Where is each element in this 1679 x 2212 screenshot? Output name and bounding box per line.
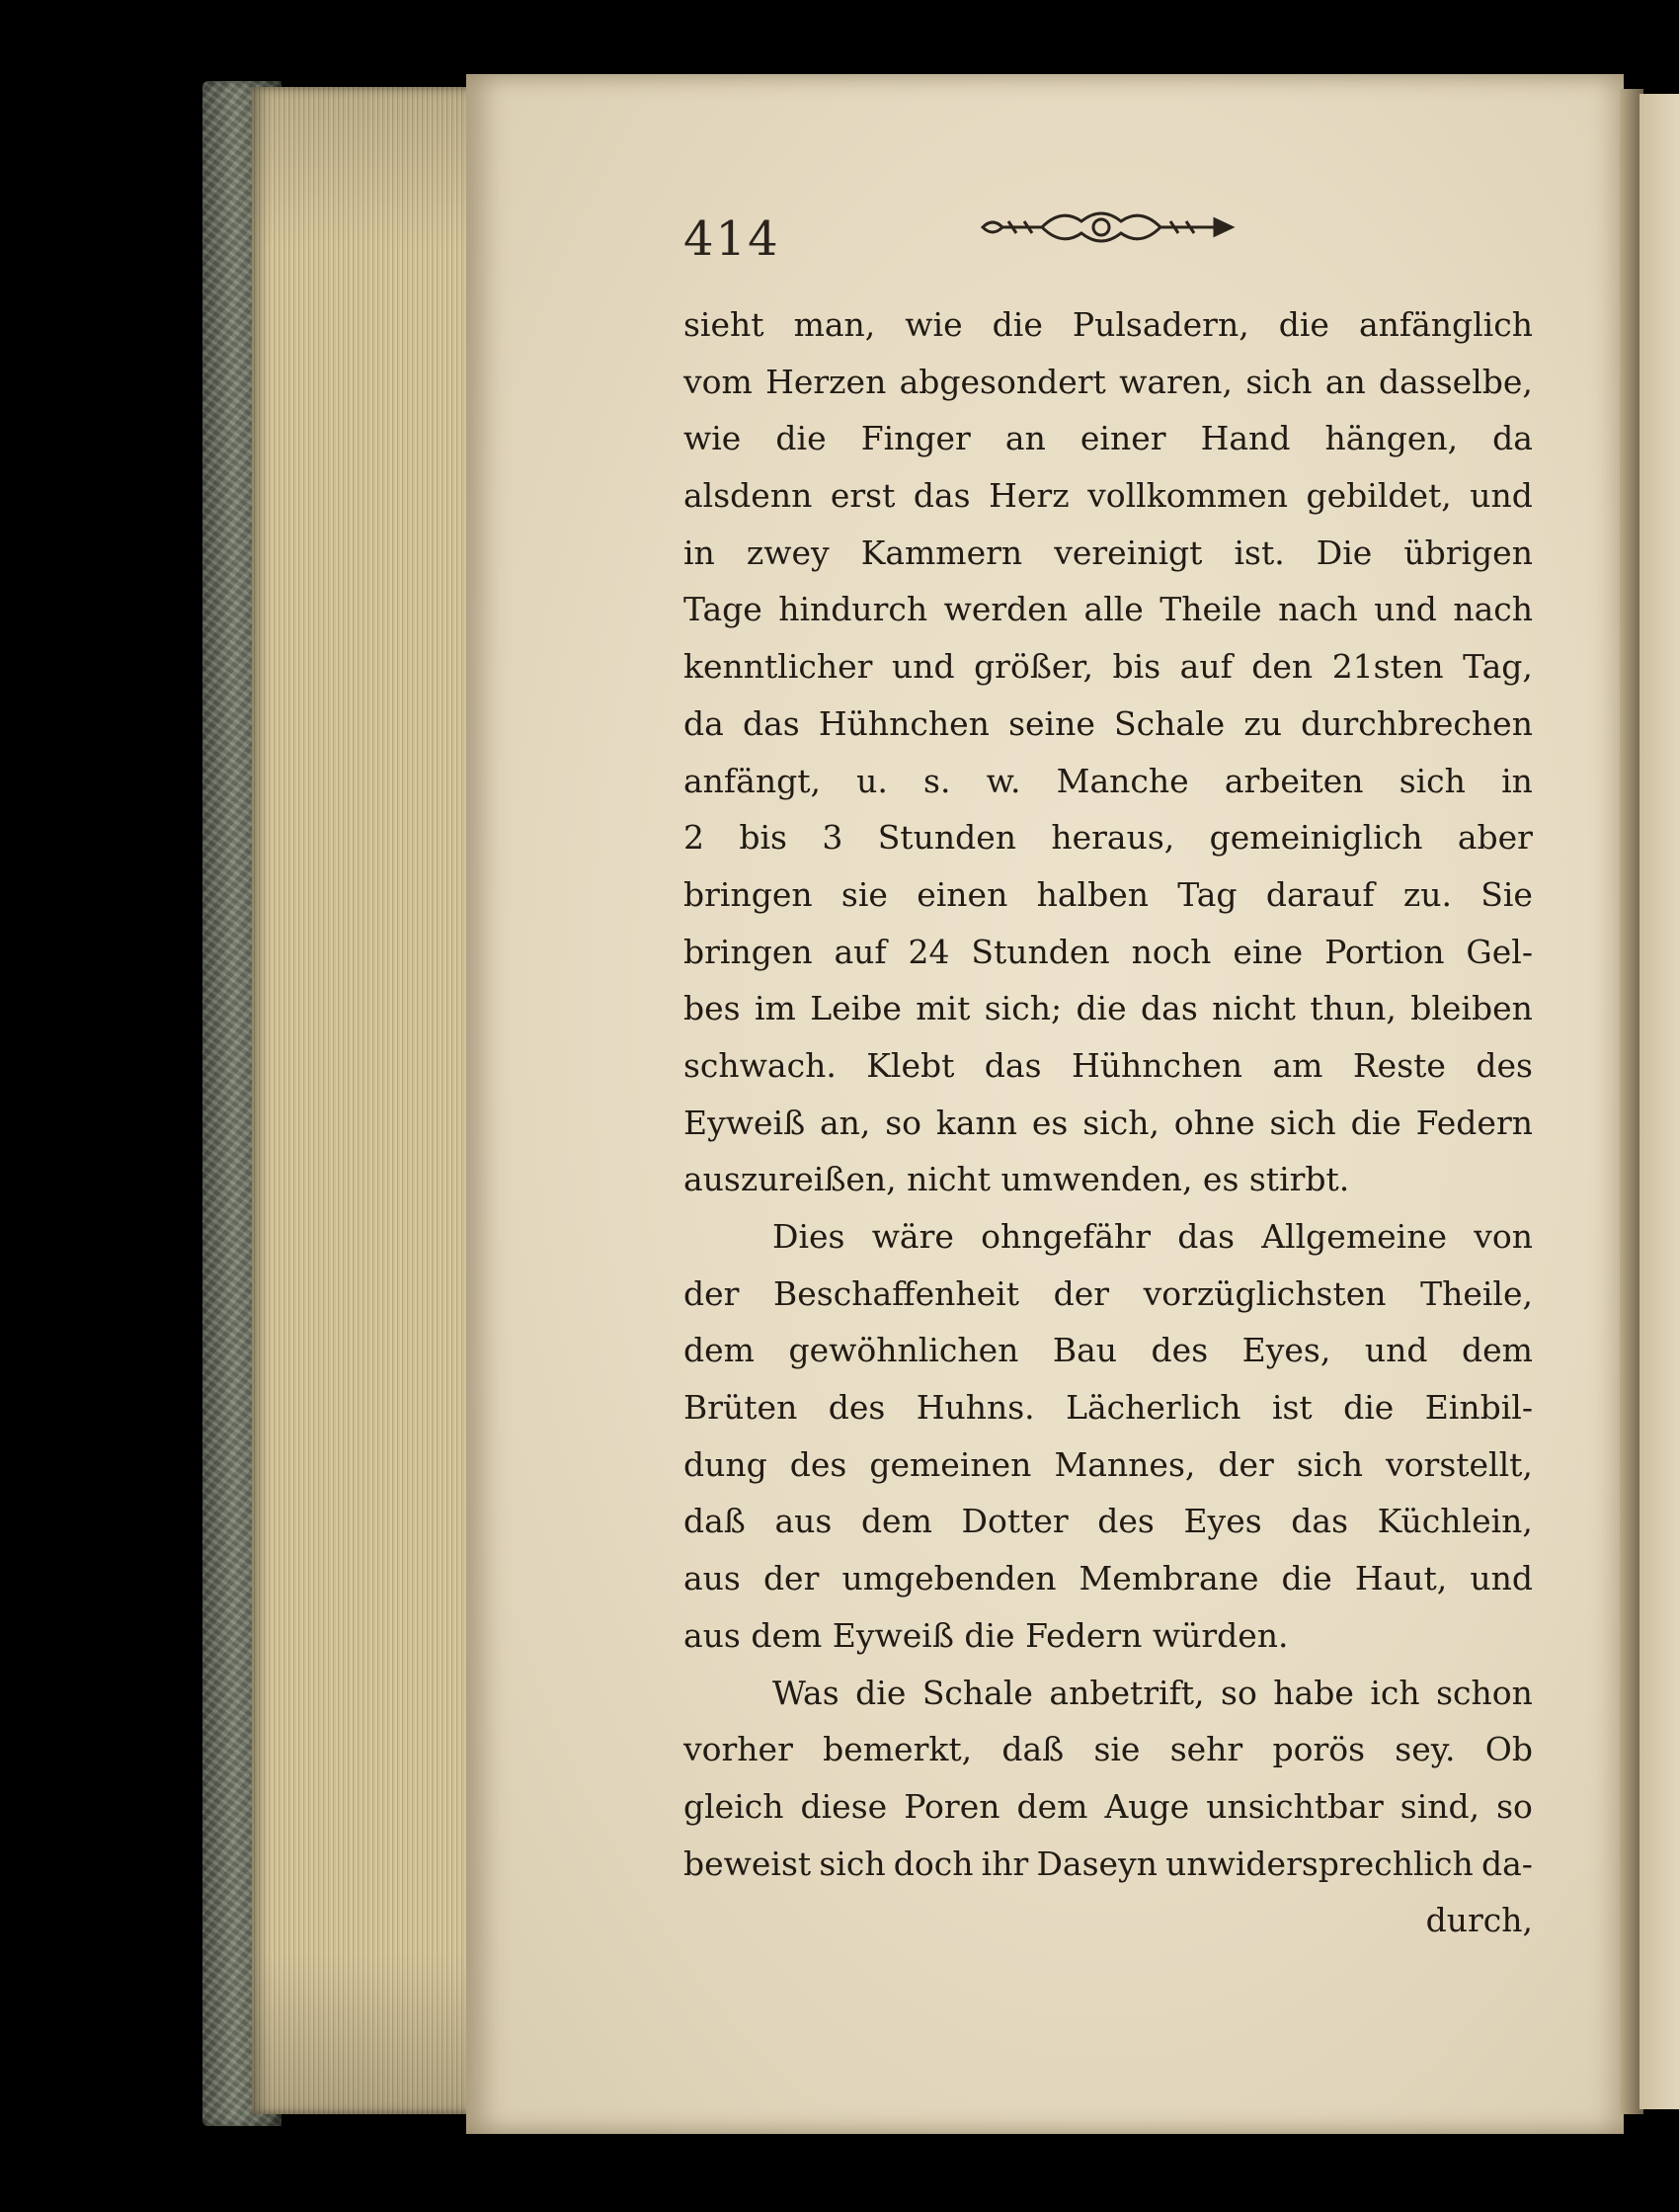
word: Manche bbox=[1056, 761, 1189, 800]
word: aus bbox=[774, 1502, 833, 1541]
text-line bbox=[683, 1208, 1533, 1266]
word: der bbox=[1053, 1273, 1110, 1313]
word: seine bbox=[1008, 703, 1095, 743]
word: dasselbe, bbox=[1379, 362, 1533, 401]
word: alsdenn bbox=[683, 476, 813, 516]
text-line bbox=[683, 1095, 1533, 1152]
word: sich bbox=[1296, 1444, 1364, 1484]
word: eine bbox=[1233, 932, 1304, 971]
word: die bbox=[1076, 989, 1127, 1028]
page-number: 414 bbox=[683, 211, 780, 267]
word: arbeiten bbox=[1224, 761, 1364, 800]
word: die bbox=[1350, 1103, 1401, 1142]
word: zu. bbox=[1402, 874, 1452, 914]
word: sich bbox=[819, 1843, 886, 1883]
text-line bbox=[683, 1550, 1533, 1607]
word: 24 bbox=[908, 932, 950, 971]
word: doch bbox=[893, 1843, 974, 1883]
word: nicht bbox=[1212, 989, 1296, 1028]
word: sich bbox=[1269, 1103, 1336, 1142]
word: Portion bbox=[1324, 932, 1445, 971]
word: Was bbox=[772, 1673, 840, 1712]
word: zwey bbox=[746, 533, 830, 572]
word: Klebt bbox=[866, 1045, 955, 1085]
word: das bbox=[1177, 1217, 1236, 1256]
word: Dotter bbox=[961, 1502, 1069, 1541]
word: und bbox=[1374, 590, 1437, 629]
word: Lächerlich bbox=[1066, 1388, 1241, 1428]
word: an bbox=[1004, 419, 1046, 458]
word: gebildet, bbox=[1306, 476, 1452, 516]
word: die bbox=[1343, 1388, 1395, 1428]
text-line bbox=[683, 1322, 1533, 1379]
word: Daseyn bbox=[1036, 1843, 1158, 1883]
word: und bbox=[1470, 476, 1533, 516]
text-line bbox=[683, 696, 1533, 753]
word: die bbox=[992, 305, 1043, 344]
word: bringen bbox=[683, 874, 813, 914]
word: da- bbox=[1480, 1843, 1533, 1883]
text-line bbox=[683, 753, 1533, 810]
word: wie bbox=[683, 419, 742, 458]
word: so bbox=[1221, 1673, 1257, 1712]
catchword: durch, bbox=[1425, 1901, 1533, 1940]
word: einer bbox=[1079, 419, 1166, 458]
word: noch bbox=[1131, 932, 1212, 971]
word: Mannes, bbox=[1054, 1444, 1196, 1484]
word: Finger bbox=[860, 419, 971, 458]
word: durchbrechen bbox=[1301, 703, 1533, 743]
word: des bbox=[1097, 1502, 1155, 1541]
word: Poren bbox=[904, 1786, 1000, 1826]
text-line bbox=[683, 924, 1533, 981]
word: sich, bbox=[1082, 1103, 1159, 1142]
word: Herzen bbox=[765, 362, 887, 401]
word: schon bbox=[1436, 1673, 1533, 1712]
word: beweist bbox=[683, 1843, 812, 1883]
word: Federn bbox=[1415, 1103, 1533, 1142]
word: bringen bbox=[683, 932, 813, 971]
word: Eyweiß bbox=[683, 1103, 806, 1142]
word: die bbox=[775, 419, 827, 458]
word: ist. bbox=[1234, 533, 1285, 572]
text-line bbox=[683, 1266, 1533, 1323]
word: w. bbox=[986, 761, 1021, 800]
word: die bbox=[1281, 1559, 1332, 1598]
word: hängen, bbox=[1324, 419, 1459, 458]
word: vorher bbox=[683, 1730, 793, 1769]
word: dung bbox=[683, 1444, 767, 1484]
word: Hühnchen bbox=[1071, 1045, 1243, 1085]
body-text bbox=[683, 296, 1533, 1949]
word: und bbox=[1470, 1559, 1533, 1598]
word: man, bbox=[793, 305, 876, 344]
word: Ob bbox=[1484, 1730, 1533, 1769]
word: halben bbox=[1036, 874, 1150, 914]
word: daß bbox=[683, 1502, 746, 1541]
word: der bbox=[1218, 1444, 1274, 1484]
word: an, bbox=[819, 1103, 871, 1142]
word: dem bbox=[860, 1502, 932, 1541]
page-edges-shade bbox=[252, 87, 474, 2114]
word: unsichtbar bbox=[1206, 1786, 1384, 1826]
word: das bbox=[1291, 1502, 1349, 1541]
word: sey. bbox=[1395, 1730, 1456, 1769]
word: vereinigt bbox=[1054, 533, 1203, 572]
word: sie bbox=[840, 874, 888, 914]
word: des bbox=[789, 1444, 847, 1484]
word: Kammern bbox=[860, 533, 1023, 572]
word: kenntlicher bbox=[683, 647, 873, 687]
word: erst bbox=[830, 476, 896, 516]
word: bleiben bbox=[1410, 989, 1533, 1028]
word: 2 bbox=[683, 818, 704, 858]
word: porös bbox=[1272, 1730, 1366, 1769]
word: unwidersprechlich bbox=[1165, 1843, 1474, 1883]
word: auf bbox=[1179, 647, 1233, 687]
text-line bbox=[683, 1493, 1533, 1550]
word: die bbox=[1278, 305, 1329, 344]
word: Haut, bbox=[1354, 1559, 1448, 1598]
text-line bbox=[683, 525, 1533, 582]
word: Theile bbox=[1159, 590, 1262, 629]
word: vorstellt, bbox=[1386, 1444, 1533, 1484]
word: größer, bbox=[974, 647, 1094, 687]
word: so bbox=[885, 1103, 922, 1142]
word: abgesondert bbox=[899, 362, 1106, 401]
word: werden bbox=[943, 590, 1069, 629]
word: sich bbox=[1245, 362, 1313, 401]
word: Beschaffenheit bbox=[773, 1273, 1019, 1313]
word: kann bbox=[935, 1103, 1018, 1142]
word: Pulsadern, bbox=[1072, 305, 1249, 344]
word: des bbox=[1476, 1045, 1533, 1085]
word: Membrane bbox=[1079, 1559, 1259, 1598]
word: Tage bbox=[683, 590, 762, 629]
word: hindurch bbox=[778, 590, 928, 629]
ornament-vignette-icon bbox=[973, 196, 1249, 265]
word: von bbox=[1474, 1217, 1533, 1256]
word: das bbox=[913, 476, 971, 516]
word: es bbox=[1031, 1103, 1069, 1142]
word: Einbil- bbox=[1424, 1388, 1533, 1428]
word: wie bbox=[905, 305, 963, 344]
word: dem bbox=[1016, 1786, 1088, 1826]
word: ohne bbox=[1173, 1103, 1255, 1142]
word: zu bbox=[1243, 703, 1282, 743]
word: 21sten bbox=[1331, 647, 1444, 687]
word: ich bbox=[1370, 1673, 1420, 1712]
word: gemeiniglich bbox=[1209, 818, 1423, 858]
word: da bbox=[1492, 419, 1533, 458]
word: das bbox=[742, 703, 800, 743]
text-line bbox=[683, 1721, 1533, 1778]
text-line bbox=[683, 809, 1533, 866]
word: s. bbox=[923, 761, 951, 800]
word: einen bbox=[917, 874, 1008, 914]
word: daß bbox=[1001, 1730, 1065, 1769]
text-line bbox=[683, 296, 1533, 354]
word: der bbox=[762, 1559, 820, 1598]
text-line: auszureißen, nicht umwenden, es stirbt. bbox=[683, 1160, 1350, 1199]
word: Allgemeine bbox=[1261, 1217, 1447, 1256]
text-line bbox=[683, 1037, 1533, 1095]
word: sich; bbox=[984, 989, 1063, 1028]
word: übrigen bbox=[1403, 533, 1533, 572]
word: darauf bbox=[1265, 874, 1375, 914]
word: Tag, bbox=[1463, 647, 1533, 687]
word: vorzüglichsten bbox=[1143, 1273, 1387, 1313]
word: diese bbox=[800, 1786, 888, 1826]
word: an bbox=[1324, 362, 1366, 401]
word: alle bbox=[1083, 590, 1144, 629]
word: und bbox=[1364, 1331, 1428, 1370]
word: Theile, bbox=[1420, 1273, 1533, 1313]
word: bis bbox=[1112, 647, 1161, 687]
word: und bbox=[891, 647, 955, 687]
word: Brüten bbox=[683, 1388, 798, 1428]
word: umgebenden bbox=[841, 1559, 1057, 1598]
word: habe bbox=[1273, 1673, 1354, 1712]
word: anbetrift, bbox=[1049, 1673, 1205, 1712]
word: sieht bbox=[683, 305, 764, 344]
text-line bbox=[683, 1836, 1533, 1893]
text-line bbox=[683, 638, 1533, 696]
word: so bbox=[1496, 1786, 1533, 1826]
word: sich bbox=[1399, 761, 1466, 800]
word: das bbox=[984, 1045, 1042, 1085]
word: im bbox=[754, 989, 796, 1028]
facing-page-edge bbox=[1639, 94, 1679, 2109]
word: des bbox=[828, 1388, 886, 1428]
word: Schale bbox=[921, 1673, 1033, 1712]
word: Leibe bbox=[810, 989, 902, 1028]
word: Tag bbox=[1177, 874, 1238, 914]
word: sie bbox=[1093, 1730, 1141, 1769]
text-line bbox=[683, 354, 1533, 411]
word: schwach. bbox=[683, 1045, 837, 1085]
word: Schale bbox=[1114, 703, 1226, 743]
word: ist bbox=[1271, 1388, 1313, 1428]
word: auf bbox=[834, 932, 887, 971]
word: mit bbox=[916, 989, 971, 1028]
word: Hühnchen bbox=[818, 703, 990, 743]
text-line bbox=[683, 410, 1533, 467]
word: Küchlein, bbox=[1377, 1502, 1533, 1541]
word: Gel- bbox=[1466, 932, 1533, 971]
text-line bbox=[683, 1778, 1533, 1836]
word: des bbox=[1151, 1331, 1209, 1370]
word: den bbox=[1251, 647, 1314, 687]
word: da bbox=[683, 703, 724, 743]
word: die bbox=[855, 1673, 907, 1712]
word: aber bbox=[1457, 818, 1533, 858]
word: in bbox=[683, 533, 715, 572]
word: wäre bbox=[871, 1217, 954, 1256]
word: Stunden bbox=[877, 818, 1016, 858]
word: Auge bbox=[1104, 1786, 1190, 1826]
word: Sie bbox=[1480, 874, 1533, 914]
word: dem bbox=[683, 1331, 755, 1370]
word: bis bbox=[739, 818, 787, 858]
word: anfängt, bbox=[683, 761, 821, 800]
word: dem bbox=[1461, 1331, 1533, 1370]
word: ihr bbox=[981, 1843, 1029, 1883]
word: gleich bbox=[683, 1786, 784, 1826]
text-line bbox=[683, 980, 1533, 1037]
word: Die bbox=[1316, 533, 1373, 572]
word: Hand bbox=[1200, 419, 1291, 458]
word: Eyes, bbox=[1241, 1331, 1331, 1370]
word: das bbox=[1141, 989, 1198, 1028]
word: der bbox=[683, 1273, 740, 1313]
text-line: aus dem Eyweiß die Federn würden. bbox=[683, 1615, 1289, 1655]
word: Dies bbox=[772, 1217, 845, 1256]
word: vollkommen bbox=[1087, 476, 1288, 516]
word: bes bbox=[683, 989, 741, 1028]
word: anfänglich bbox=[1358, 305, 1533, 344]
word: Stunden bbox=[971, 932, 1110, 971]
word: sehr bbox=[1169, 1730, 1243, 1769]
word: vom bbox=[683, 362, 753, 401]
word: aus bbox=[683, 1559, 741, 1598]
word: Herz bbox=[989, 476, 1070, 516]
word: am bbox=[1272, 1045, 1323, 1085]
word: Huhns. bbox=[916, 1388, 1035, 1428]
text-line bbox=[683, 581, 1533, 638]
word: gemeinen bbox=[869, 1444, 1032, 1484]
text-line bbox=[683, 1665, 1533, 1722]
word: Reste bbox=[1352, 1045, 1446, 1085]
word: Bau bbox=[1052, 1331, 1118, 1370]
word: waren, bbox=[1119, 362, 1234, 401]
word: bemerkt, bbox=[823, 1730, 973, 1769]
word: gewöhnlichen bbox=[788, 1331, 1019, 1370]
text-line bbox=[683, 1379, 1533, 1436]
word: in bbox=[1501, 761, 1533, 800]
word: Eyes bbox=[1183, 1502, 1262, 1541]
word: nach bbox=[1453, 590, 1533, 629]
word: thun, bbox=[1310, 989, 1397, 1028]
text-line bbox=[683, 1436, 1533, 1494]
word: 3 bbox=[822, 818, 843, 858]
text-line bbox=[683, 866, 1533, 924]
word: u. bbox=[856, 761, 888, 800]
word: sind, bbox=[1399, 1786, 1480, 1826]
text-line bbox=[683, 467, 1533, 525]
word: nach bbox=[1278, 590, 1358, 629]
word: ohngefähr bbox=[981, 1217, 1152, 1256]
word: heraus, bbox=[1051, 818, 1175, 858]
